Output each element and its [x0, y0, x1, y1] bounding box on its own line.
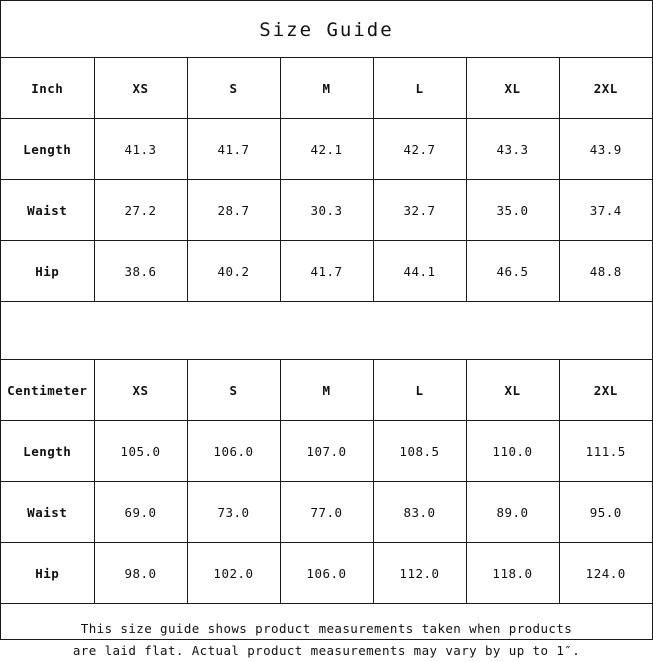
cell-inch-waist-l: 32.7 [373, 180, 466, 241]
column-header-xl: XL [466, 58, 559, 119]
column-header-2xl: 2XL [559, 58, 652, 119]
footnote [1, 604, 652, 662]
column-header-s: S [187, 360, 280, 421]
cell-cm-waist-xs: 69.0 [94, 482, 187, 543]
column-header-m: M [280, 360, 373, 421]
cell-cm-hip-m: 106.0 [280, 543, 373, 604]
column-header-l: L [373, 58, 466, 119]
column-header-xs: XS [94, 360, 187, 421]
cell-inch-hip-2xl: 48.8 [589, 263, 622, 279]
cell-cm-waist-m: 77.0 [280, 482, 373, 543]
column-header-2xl: 2XL [559, 360, 652, 421]
unit-label-inch: Inch [1, 58, 94, 119]
row-label-length: Length [1, 119, 94, 180]
cell-inch-length-m: 42.1 [280, 119, 373, 180]
table-row [1, 543, 652, 604]
cell-inch-hip-l: 44.1 [373, 241, 466, 302]
footnote-line-1: This size guide shows product measurements taken when products [80, 621, 573, 636]
cell-inch-hip-s: 40.2 [187, 241, 280, 302]
cell-inch-waist-xs: 27.2 [94, 180, 187, 241]
cell-cm-waist-xl: 89.0 [466, 482, 559, 543]
cell-cm-length-s: 106.0 [187, 421, 280, 482]
cell-inch-length-l: 42.7 [373, 119, 466, 180]
cell-cm-hip-xl: 118.0 [466, 543, 559, 604]
table-row [1, 482, 652, 543]
footnote-line-2: are laid flat. Actual product measurements may vary by up to 1″. [72, 643, 581, 658]
row-label-length: Length [1, 421, 94, 482]
cell-inch-waist-s: 28.7 [187, 180, 280, 241]
cell-inch-length-s: 41.7 [187, 119, 280, 180]
cell-inch-length-xs: 41.3 [94, 119, 187, 180]
cell-cm-waist-l: 83.0 [373, 482, 466, 543]
column-header-m: M [280, 58, 373, 119]
table-row [1, 180, 652, 241]
cell-cm-hip-2xl: 124.0 [585, 565, 626, 581]
cell-cm-waist-s: 73.0 [187, 482, 280, 543]
cell-inch-hip-m: 41.7 [280, 241, 373, 302]
cell-cm-waist-2xl: 95.0 [559, 482, 652, 543]
page-title: Size Guide [259, 19, 394, 41]
cell-inch-waist-xl: 35.0 [466, 180, 559, 241]
table-header-row [1, 58, 652, 119]
cell-cm-length-l: 108.5 [373, 421, 466, 482]
cell-inch-length-2xl: 43.9 [559, 119, 652, 180]
row-label-waist: Waist [1, 482, 94, 543]
cell-inch-waist-2xl: 37.4 [559, 180, 652, 241]
cell-cm-hip-xs: 98.0 [94, 543, 187, 604]
cell-cm-length-m: 107.0 [280, 421, 373, 482]
cell-inch-waist-m: 30.3 [280, 180, 373, 241]
column-header-s: S [187, 58, 280, 119]
cell-inch-hip-xs: 38.6 [94, 241, 187, 302]
column-header-xs: XS [94, 58, 187, 119]
cell-inch-length-xl: 43.3 [466, 119, 559, 180]
cell-cm-hip-s: 102.0 [187, 543, 280, 604]
row-label-hip: Hip [1, 543, 94, 604]
row-label-waist: Waist [1, 180, 94, 241]
cell-cm-length-xl: 110.0 [466, 421, 559, 482]
cell-inch-hip-xl: 46.5 [466, 241, 559, 302]
column-header-l: L [373, 360, 466, 421]
column-header-xl: XL [466, 360, 559, 421]
size-table-inch [1, 58, 652, 301]
size-table-centimeter [1, 360, 652, 603]
cell-cm-hip-l: 112.0 [373, 543, 466, 604]
row-label-hip: Hip [1, 241, 94, 302]
table-row [1, 421, 652, 482]
table-row [1, 119, 652, 180]
table-row [1, 241, 652, 302]
unit-label-centimeter: Centimeter [1, 360, 94, 421]
cell-cm-length-2xl: 111.5 [559, 421, 652, 482]
cell-cm-length-xs: 105.0 [94, 421, 187, 482]
table-gap [1, 302, 652, 359]
table-header-row [1, 360, 652, 421]
